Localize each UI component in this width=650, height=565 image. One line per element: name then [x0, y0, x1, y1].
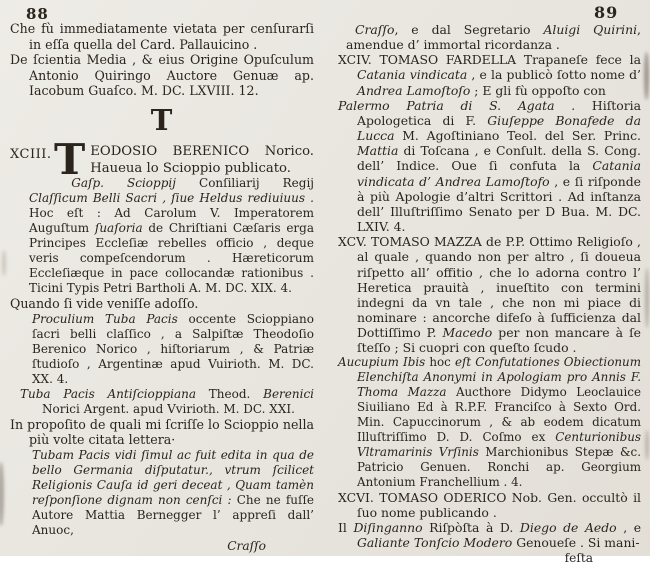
scan-smudge	[2, 250, 6, 276]
paragraph	[338, 22, 641, 52]
left-text-column	[10, 21, 314, 553]
paragraph	[10, 387, 314, 417]
text-run: , e dal Segretario	[394, 22, 544, 37]
italic-text-run: Aucupium Ibis	[338, 355, 430, 370]
scan-smudge	[645, 430, 649, 460]
text-run: , e	[623, 519, 642, 535]
text-run: XCIV. TOMASO FARDELLA Trapaneſe fece la	[338, 52, 641, 68]
right-text-column	[338, 22, 641, 565]
paragraph	[10, 52, 314, 99]
text-run: De ſcientia Media , & eius Origine Opuſculum Antonio Quiringo Auctore Genuæ ap. Iacobum Guaſco. M. DC. LXVIII. 12.	[10, 52, 314, 99]
italic-text-run: Tuba Pacis Antiſcioppiana	[20, 386, 209, 401]
paragraph	[338, 52, 641, 97]
text-run: , e la publicò ſotto nome d’	[471, 67, 641, 83]
catchword: Craſſo	[227, 538, 266, 553]
scan-smudge	[645, 268, 649, 328]
text-run: ; E gli fù oppoſto con	[474, 82, 606, 98]
text-run: Genoueſe . Si mani-	[516, 535, 640, 551]
italic-text-run: Catania vindicata d’ Andrea Lamoſtofo	[357, 158, 641, 189]
scan-smudge	[0, 462, 4, 526]
text-run: Hoc eſt : Ad Carolum V. Imperatorem Auguſtum	[29, 206, 314, 236]
paragraph	[10, 296, 314, 312]
text-run: XCV. TOMASO MAZZA de P.P. Ottimo Religioſo , al quale , quando non per altro , ſi doueua riſpetto all’ offitio , che lo adorna contro l’ Heretica prauità , inueſtito con termini indegni da vn tale , che non mi piace di nominare : ancorche difeſo à ſufficienza dal Dottiſſimo P.	[338, 234, 641, 341]
italic-text-run: Galiante Tonſcio Modero	[357, 535, 517, 551]
drop-cap-letter: T	[54, 134, 86, 184]
italic-text-run: Macedo	[442, 325, 499, 341]
paragraph	[10, 417, 314, 448]
italic-text-run: Centurionibus Vltramarinis Vrſinis	[357, 429, 641, 459]
paragraph	[10, 312, 314, 387]
text-run: , e ſi riſponde à più Apologie d’altri Scrittori . Ad inſtanza dell’ Illuſtriſſimo Senato per D Bua. M. DC. LXIV. 4.	[357, 173, 641, 235]
paragraph	[338, 234, 641, 355]
italic-text-run: Andrea Lamoſtoſo	[357, 82, 475, 98]
paragraph	[338, 520, 641, 550]
italic-text-run: Claſſicum Belli Sacri , ſiue Heldus rediuiuus .	[29, 191, 314, 206]
italic-text-run: Catania vindicata	[357, 67, 472, 83]
italic-text-run: Craſſo	[355, 22, 395, 37]
italic-text-run: Diego de Aedo	[519, 519, 624, 535]
paragraph	[10, 448, 314, 538]
paragraph	[338, 355, 641, 489]
text-run: Quando ſi vide veniſſe adoſſo.	[10, 296, 199, 312]
scan-smudge	[644, 52, 649, 100]
italic-text-run: Diſinganno	[353, 519, 430, 535]
text-run: Conſiliarij Regij	[199, 176, 315, 191]
italic-text-run: Giuſeppe Bonafede da Lucca	[357, 112, 641, 144]
italic-text-run: Mattia	[357, 143, 404, 159]
page-number-right: 89	[594, 3, 619, 22]
text-run: Il	[338, 519, 354, 535]
paragraph	[10, 176, 314, 296]
catchword: feſta	[564, 551, 593, 565]
text-run: Hiſtoria Apologetica di F.	[357, 97, 641, 128]
text-run: Aucthore Didymo Leoclauice Siuiliano Ed à R.P.F. Franciſco à Sexto Ord. Min. Capuccinorum , & ab eodem dicatum Illuſtriſſimo D. D. Coſmo ex	[357, 385, 641, 444]
text-run: Norici Argent. apud Vvirioth. M. DC. XXI.	[42, 401, 295, 416]
text-run: In propoſito de quali mi ſcriſſe lo Scioppio nella più volte citata lettera·	[10, 416, 314, 448]
text-run: M. Agoſtiniano Teol. del Ser. Princ.	[402, 128, 641, 144]
text-run: Theod.	[208, 386, 264, 401]
text-run: occente Scioppiano ſacri belli claſſico , a Salpiſtæ Theodoſio Berenico Norico , hiſtoriarum , & Patriæ ſtudioſo , Argentinæ apud Vuirioth. M. DC. XX. 4.	[32, 311, 315, 386]
text-run: Che fù immediatamente vietata per cenſurarſi in eſſa quella del Card. Pallauicino .	[10, 21, 314, 52]
section-letter-heading: T	[150, 102, 174, 137]
text-run: di Toſcana , e Conſult. della S. Cong. dell’ Indice. Oue ſi confuta la	[357, 143, 641, 174]
entry-number: XCIII.	[10, 146, 52, 162]
italic-text-run: Proculium Tuba Pacis	[32, 311, 189, 326]
italic-text-run: Aluigi Quirini	[543, 22, 638, 37]
page-number-left: 88	[26, 5, 49, 23]
italic-text-run: Tubam Pacis vidi ſimul ac fuit edita in qua de bello Germania diſputatur., vtrum ſcilicet Religionis Cauſa id geri deceat , Quam tamèn reſponſione dignam non cenſci :	[32, 447, 314, 507]
italic-text-run: eſt Confutationes Obiectionum Elenchiſta Anonymi in Apologiam pro Annis F. Thoma Mazza	[357, 355, 641, 400]
paragraph	[338, 490, 641, 520]
text-run: Marchionibus Stepæ &c. Patricio Genuen. Ronchi ap. Georgium Antonium Franchellium . 4.	[357, 444, 641, 489]
text-run: Che ne fuſſe Autore Mattia Bernegger l’ appreſi dall’ Anuoc,	[32, 492, 315, 537]
italic-text-run: ſuaſoria	[94, 221, 149, 236]
text-run: Riſpòſta à D.	[429, 519, 520, 535]
italic-text-run: Gaſp. Scioppij	[71, 176, 200, 191]
text-run: per non mancare à ſe ſteſſo ; Si cuopri con queſto ſcudo .	[357, 325, 641, 356]
text-run: de Chriſtiani Cæſaris erga Principes Eccleſiæ rebelles officio , deque veris compeſcendorum . Hæreticorum Eccleſiæque in pace collocandæ rationibus . Ticini Typis Petri Bartholi A. M. DC. XIX. 4.	[29, 221, 314, 296]
text-run: EODOSIO BERENICO Norico. Haueua lo Scioppio publicato.	[90, 143, 314, 176]
text-run: hoc	[429, 355, 455, 370]
italic-text-run: Palermo Patria di S. Agata .	[338, 97, 592, 113]
italic-text-run: Berenici	[263, 386, 315, 401]
text-run: XCVI. TOMASO ODERICO Nob. Gen. occultò il ſuo nome publicando .	[338, 489, 641, 520]
text-run: , amendue d’ immortal ricordanza .	[346, 22, 641, 53]
paragraph	[338, 98, 641, 234]
paragraph	[10, 21, 314, 52]
